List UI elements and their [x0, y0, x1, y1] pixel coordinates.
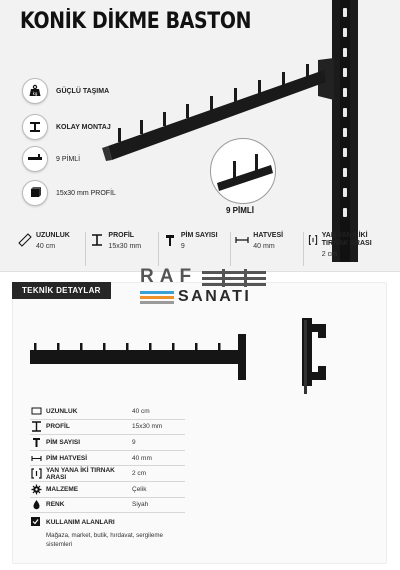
usage-areas: KULLANIM ALANLARI Mağaza, market, butik, hırdavat, sergileme sistemleri: [30, 516, 185, 549]
profile-i-icon: [30, 421, 42, 433]
profile-i-icon: [90, 233, 104, 247]
table-row: UZUNLUK 40 cm: [30, 404, 185, 420]
bar-side-view: [0, 300, 400, 410]
feature-easy-mount: KOLAY MONTAJ: [22, 114, 111, 140]
zoom-label: 9 PİMLİ: [226, 206, 255, 215]
table-row: PROFİL 15x30 mm: [30, 420, 185, 436]
pin-icon: [163, 233, 177, 247]
pin-icon: [30, 436, 42, 448]
feature-9-pins: 9 PİMLİ: [22, 146, 80, 172]
gear-icon: [30, 483, 42, 495]
table-row: PİM SAYISI 9: [30, 435, 185, 451]
spec-table: [30, 404, 185, 549]
tech-details-tab[interactable]: TEKNİK DETAYLAR: [12, 282, 111, 299]
table-row: MALZEME Çelik: [30, 482, 185, 498]
spec-row: [14, 232, 392, 266]
table-row: PİM HATVESİ 40 mm: [30, 451, 185, 467]
check-icon: [30, 516, 42, 528]
spec-spacing: HATVESİ 40 mm: [230, 232, 302, 266]
spacing-icon: [235, 233, 249, 247]
spacing-icon: [30, 452, 42, 464]
svg-text:kg: kg: [32, 91, 38, 96]
table-row: RENK Siyah: [30, 498, 185, 514]
table-row: YAN YANA İKİ TIRNAK ARASI 2 cm: [30, 466, 185, 482]
bracket-icon: [308, 233, 318, 247]
raf-sanati-logo: RAF SANATI: [140, 266, 270, 310]
page-title: KONİK DİKME BASTON: [20, 9, 252, 34]
pin-detail-zoom: [210, 138, 276, 204]
logo-mark: [202, 269, 268, 287]
ruler-icon: [18, 233, 32, 247]
spec-length: UZUNLUK 40 cm: [14, 232, 85, 266]
bracket-icon: [30, 468, 42, 480]
spec-pin-count: PİM SAYISI 9: [158, 232, 230, 266]
feature-profile: 15x30 mm PROFİL: [22, 180, 116, 206]
ruler-icon: [30, 405, 42, 417]
drop-icon: [30, 499, 42, 511]
feature-strong-load: kg GÜÇLÜ TAŞIMA: [22, 78, 109, 104]
spec-bracket-gap: YAN YANA İKİ TIRNAK ARASI 2 cm: [303, 232, 392, 266]
spec-profile: PROFİL 15x30 mm: [85, 232, 157, 266]
